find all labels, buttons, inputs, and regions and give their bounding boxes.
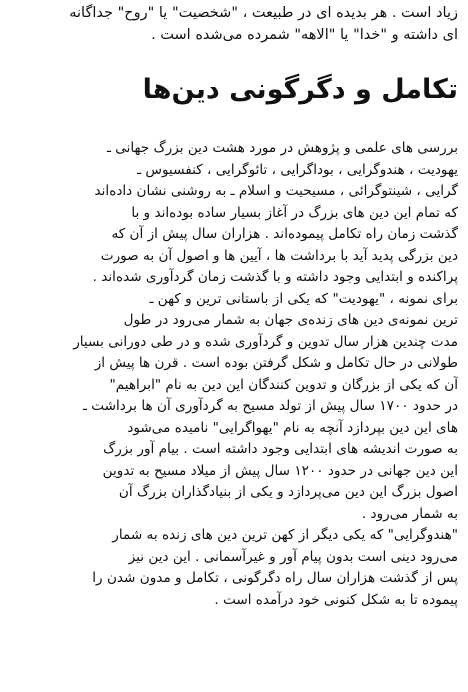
- text-line: پس از گذشت هزاران سال راه دگرگونی ، تکامل و مدون شدن را: [92, 570, 458, 586]
- section-title: تکامل و دگرگونی دین‌ها: [142, 74, 458, 105]
- text-line: دین بزرگی پدید آید با برداشت ها ، آیین ها و اصول آن به صورت: [100, 247, 458, 264]
- text-line: این دین جهانی در حدود ۱۲۰۰ سال پیش از میلاد مسیح به تدوین: [102, 462, 458, 479]
- text-line: بررسی های علمی و پژوهش در مورد هشت دین بزرگ جهانی ـ: [106, 140, 458, 156]
- text-line: گذشت زمان راه تکامل پیموده‌اند . هزاران سال پیش از آن که: [111, 226, 458, 242]
- text-line: مدت چندین هزار سال تدوین و گردآوری شده و در طی دورانی بسیار: [73, 333, 458, 350]
- text-line: در حدود ۱۷۰۰ سال پیش از تولد مسیح به گردآوری آن ها برداشت ـ: [82, 398, 458, 414]
- intro-line: زیاد است . هر بدیده ای در طبیعت ، "شخصیت" یا "روح" جداگانه: [69, 5, 458, 21]
- text-line: اصول بزرگ این دین می‌پردازد و یکی از بنیادگذاران بزرگ آن: [118, 484, 458, 500]
- paragraph-2: [12, 289, 458, 526]
- text-line: "هندوگرایی" که یکی دیگر از کهن ترین دین های زنده به شمار: [112, 527, 458, 543]
- text-line: یهودیت ، هندوگرایی ، بوداگرایی ، تائوگرایی ، کنفسیوس ـ: [137, 161, 458, 178]
- text-line: به شمار می‌رود .: [361, 505, 458, 522]
- text-line: به صورت اندیشه های ابتدایی وجود داشته است . بیام آور بزرگ: [103, 441, 458, 457]
- paragraph-1: [12, 138, 458, 289]
- text-line: پراکنده و ابتدایی وجود داشته و با گذشت زمان گردآوری شده‌اند .: [92, 269, 458, 285]
- text-line: گرایی ، شینتوگرائی ، مسیحیت و اسلام ـ به روشنی نشان داده‌اند: [94, 183, 458, 199]
- text-line: می‌رود دینی است بدون پیام آور و غیرآسمانی . این دین نیز: [128, 548, 458, 565]
- text-line: آن که یکی از بزرگان و تدوین کنندگان این دین به نام "ابراهیم": [109, 376, 458, 393]
- text-line: برای نمونه ، "یهودیت" که یکی از باستانی ترین و کهن ـ: [149, 290, 458, 307]
- text-line: که تمام این دین های بزرگ در آغاز بسیار ساده بوده‌اند و با: [131, 204, 458, 221]
- paragraph-3: [12, 525, 458, 611]
- text-line: طولانی در حال تکامل و شکل گرفتن بوده است . قرن ها پیش از: [94, 355, 458, 371]
- text-line: ترین نمونه‌ی دین های زنده‌ی جهان به شمار می‌رود در طول: [123, 312, 458, 328]
- text-line: پیموده تا به شکل کنونی خود درآمده است .: [214, 591, 458, 608]
- text-line: های این دین بپردازد آنچه به نام "یهواگرایی" نامیده می‌شود: [127, 419, 458, 436]
- intro-text: [12, 2, 458, 46]
- body-text: [12, 138, 458, 611]
- intro-line: ای داشته و "خدا" یا "الاهه" شمرده می‌شده است .: [151, 27, 458, 43]
